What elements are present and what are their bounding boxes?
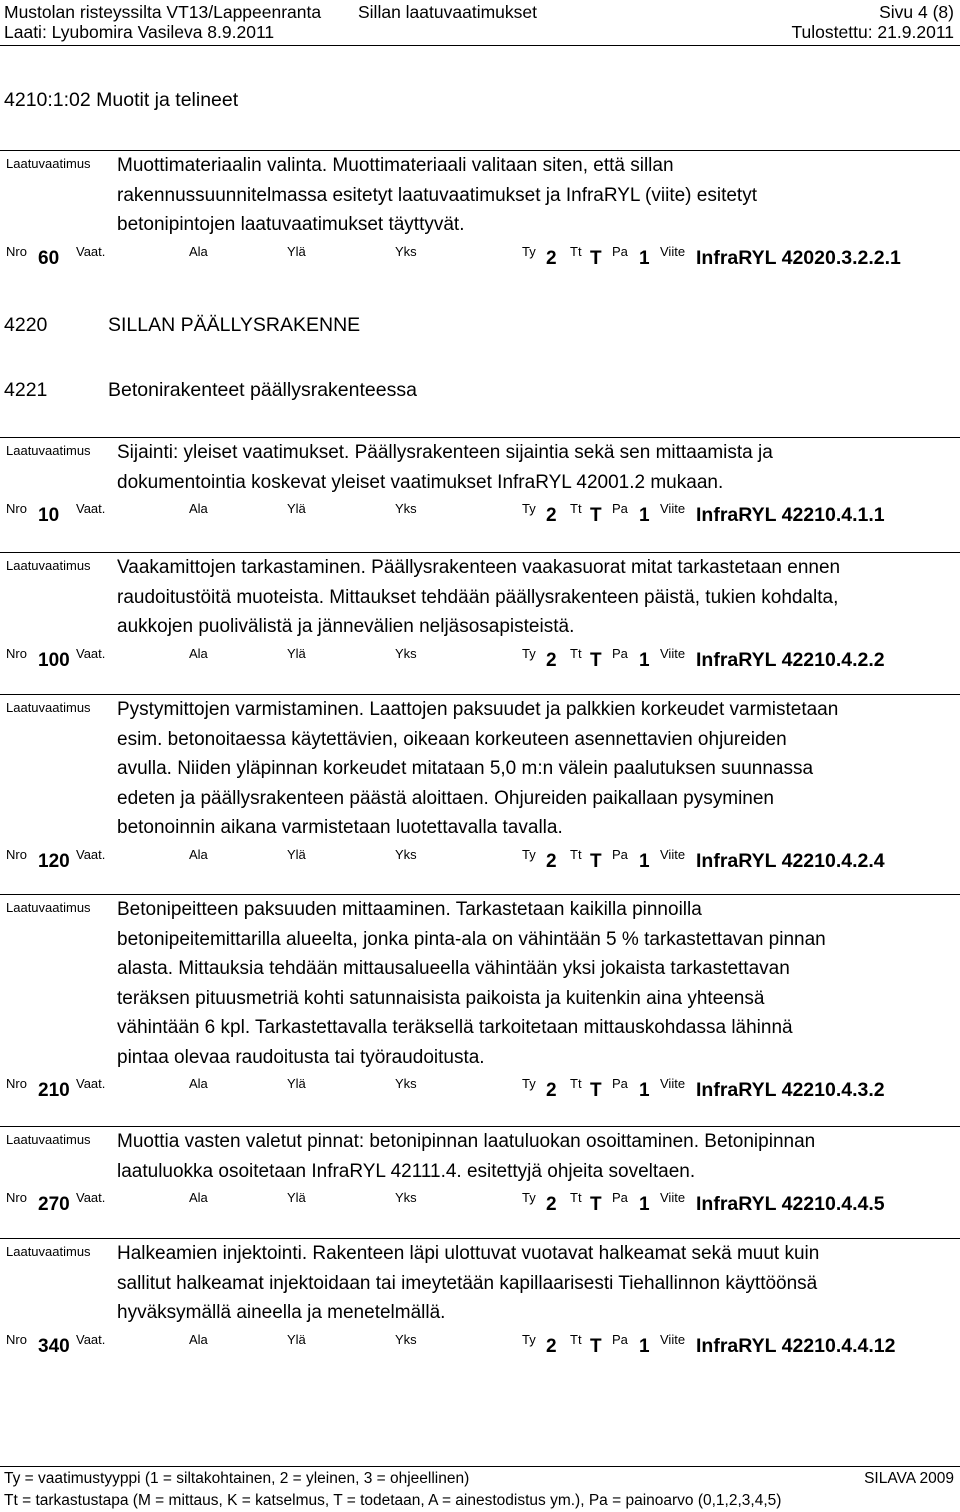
section-title: Betonirakenteet päällysrakenteessa: [108, 379, 417, 401]
viite-label: Viite: [660, 1331, 686, 1347]
yks-label: Yks: [395, 645, 417, 661]
ala-label: Ala: [189, 1076, 208, 1091]
requirement-block: [0, 1238, 960, 1357]
requirement-text: [117, 1127, 957, 1186]
viite-label: Viite: [660, 501, 686, 516]
requirement-text: [117, 438, 957, 497]
nro-label: Nro: [6, 501, 27, 516]
ala-label: Ala: [189, 1331, 208, 1347]
requirement-line: sallitut halkeamat injektoidaan tai imeytetään kapillaarisesti Tiehallinnon käyttöönsä: [117, 1272, 818, 1294]
pa-label: Pa: [612, 1331, 628, 1347]
viite-reference: InfraRYL 42020.3.2.2.1: [696, 246, 901, 269]
ty-value: 2: [546, 649, 557, 671]
viite-reference: InfraRYL 42210.4.1.1: [696, 504, 885, 526]
requirement-meta-row: [0, 646, 960, 676]
viite-label: Viite: [660, 1190, 686, 1205]
vaat-label: Vaat.: [76, 501, 106, 516]
nro-label: Nro: [6, 645, 27, 661]
viite-label: Viite: [660, 645, 686, 661]
header-document-title: Sillan laatuvaatimukset: [358, 2, 537, 22]
viite-reference: InfraRYL 42210.4.3.2: [696, 1079, 885, 1101]
viite-label: Viite: [660, 243, 686, 259]
yla-label: Ylä: [287, 645, 306, 661]
ty-label: Ty: [522, 846, 536, 862]
tt-label: Tt: [570, 501, 582, 516]
pa-label: Pa: [612, 1076, 628, 1091]
viite-label: Viite: [660, 846, 686, 862]
yla-label: Ylä: [287, 501, 306, 516]
requirement-meta-row: [0, 1190, 960, 1220]
tt-label: Tt: [570, 243, 582, 259]
vaat-label: Vaat.: [76, 243, 106, 259]
requirement-line: Pystymittojen varmistaminen. Laattojen paksuudet ja palkkien korkeudet varmistetaan: [117, 699, 839, 720]
requirement-line: vähintään 6 kpl. Tarkastettavalla teräksellä tarkoitetaan mittauskohdassa lähinnä: [117, 1017, 793, 1038]
pa-label: Pa: [612, 1190, 628, 1205]
requirement-line: dokumentointia koskevat yleiset vaatimukset InfraRYL 42001.2 mukaan.: [117, 471, 724, 493]
section-number: 4220: [4, 314, 48, 336]
viite-reference: InfraRYL 42210.4.2.4: [696, 849, 885, 872]
nro-label: Nro: [6, 1076, 27, 1091]
requirement-meta-row: [0, 501, 960, 531]
pa-value: 1: [639, 649, 650, 671]
pa-value: 1: [639, 1335, 650, 1357]
requirement-block: [0, 150, 960, 269]
requirement-line: laatuluokka osoitetaan InfraRYL 42111.4. esitettyjä ohjeita soveltaen.: [117, 1160, 696, 1182]
laatuvaatimus-label: Laatuvaatimus: [6, 900, 91, 915]
nro-label: Nro: [6, 846, 27, 862]
pa-value: 1: [639, 247, 650, 269]
pa-value: 1: [639, 1080, 650, 1101]
requirement-number: 340: [38, 1335, 70, 1357]
vaat-label: Vaat.: [76, 1076, 106, 1091]
ty-value: 2: [546, 1194, 557, 1215]
ala-label: Ala: [189, 645, 208, 661]
ty-value: 2: [546, 1335, 557, 1357]
requirement-line: edeten ja päällysrakenteen päästä aloittaen. Ohjureiden paikallaan pysyminen: [117, 787, 774, 809]
yks-label: Yks: [395, 501, 417, 516]
requirement-line: Vaakamittojen tarkastaminen. Päällysrakenteen vaakasuorat mitat tarkastetaan ennen: [117, 557, 841, 578]
ty-label: Ty: [522, 501, 536, 516]
viite-label: Viite: [660, 1076, 686, 1091]
ala-label: Ala: [189, 243, 208, 259]
header-author: Laati: Lyubomira Vasileva 8.9.2011: [4, 22, 275, 42]
laatuvaatimus-label: Laatuvaatimus: [6, 443, 91, 458]
ty-label: Ty: [522, 645, 536, 661]
laatuvaatimus-label: Laatuvaatimus: [6, 1132, 91, 1147]
requirement-line: raudoitustöitä muoteista. Mittaukset tehdään päällysrakenteen päistä, tukien kohdalta,: [117, 586, 839, 608]
laatuvaatimus-label: Laatuvaatimus: [6, 156, 91, 171]
page-footer: [0, 1466, 960, 1509]
pa-label: Pa: [612, 501, 628, 516]
requirement-line: Halkeamien injektointi. Rakenteen läpi ulottuvat vuotavat halkeamat sekä muut kuin: [117, 1243, 820, 1264]
yla-label: Ylä: [287, 1076, 306, 1091]
requirement-block: [0, 552, 960, 671]
page-header: [0, 0, 960, 46]
laatuvaatimus-label: Laatuvaatimus: [6, 558, 91, 573]
ty-value: 2: [546, 505, 557, 526]
tt-value: T: [590, 1080, 602, 1101]
ty-value: 2: [546, 850, 557, 872]
pa-value: 1: [639, 850, 650, 872]
vaat-label: Vaat.: [76, 1331, 106, 1347]
requirement-line: Muottia vasten valetut pinnat: betonipinnan laatuluokan osoittaminen. Betonipinnan: [117, 1131, 816, 1152]
nro-label: Nro: [6, 1331, 27, 1347]
requirement-number: 100: [38, 649, 70, 671]
footer-ty-legend: Ty = vaatimustyyppi (1 = siltakohtainen, 2 = yleinen, 3 = ohjeellinen): [4, 1470, 470, 1487]
tt-label: Tt: [570, 1190, 582, 1205]
requirement-block: [0, 437, 960, 526]
requirement-block: [0, 694, 960, 872]
tt-label: Tt: [570, 645, 582, 661]
header-page-number: Sivu 4 (8): [879, 2, 954, 22]
requirement-text: [117, 1239, 957, 1328]
ty-value: 2: [546, 247, 557, 269]
requirement-block: [0, 894, 960, 1101]
yla-label: Ylä: [287, 243, 306, 259]
nro-label: Nro: [6, 1190, 27, 1205]
requirement-text: [117, 695, 957, 843]
ty-label: Ty: [522, 1190, 536, 1205]
header-project: Mustolan risteyssilta VT13/Lappeenranta: [4, 2, 322, 22]
ty-label: Ty: [522, 243, 536, 259]
pa-value: 1: [639, 1194, 650, 1215]
yks-label: Yks: [395, 243, 417, 259]
requirement-line: Sijainti: yleiset vaatimukset. Päällysrakenteen sijaintia sekä sen mittaamista ja: [117, 442, 773, 463]
yks-label: Yks: [395, 1076, 417, 1091]
laatuvaatimus-label: Laatuvaatimus: [6, 700, 91, 715]
ala-label: Ala: [189, 846, 208, 862]
tt-value: T: [590, 1335, 602, 1357]
requirement-line: Betonipeitteen paksuuden mittaaminen. Tarkastetaan kaikilla pinnoilla: [117, 899, 702, 920]
requirement-line: hyväksymällä aineella ja menetelmällä.: [117, 1302, 446, 1323]
viite-reference: InfraRYL 42210.4.4.5: [696, 1193, 885, 1215]
pa-label: Pa: [612, 243, 628, 259]
requirement-meta-row: [0, 847, 960, 877]
requirement-text: [117, 553, 957, 642]
tt-value: T: [590, 1194, 602, 1215]
requirement-line: esim. betonoitaessa käytettävien, oikeaan korkeuteen asennettavien ohjureiden: [117, 728, 787, 750]
vaat-label: Vaat.: [76, 645, 106, 661]
requirement-block: [0, 1126, 960, 1215]
nro-label: Nro: [6, 243, 27, 259]
section-title: SILLAN PÄÄLLYSRAKENNE: [108, 314, 361, 336]
requirement-meta-row: [0, 1076, 960, 1106]
requirement-meta-row: [0, 244, 960, 274]
ala-label: Ala: [189, 501, 208, 516]
requirement-line: betonipeitemittarilla alueelta, jonka pinta-ala on vähintään 5 % tarkastettavan pinnan: [117, 928, 826, 950]
tt-label: Tt: [570, 846, 582, 862]
tt-value: T: [590, 649, 602, 671]
yks-label: Yks: [395, 846, 417, 862]
ty-value: 2: [546, 1080, 557, 1101]
tt-label: Tt: [570, 1331, 582, 1347]
yks-label: Yks: [395, 1190, 417, 1205]
pa-label: Pa: [612, 645, 628, 661]
ala-label: Ala: [189, 1190, 208, 1205]
footer-standard: SILAVA 2009: [864, 1470, 954, 1487]
section-number: 4221: [4, 379, 48, 401]
requirement-line: betonoinnin aikana varmistetaan luotettavalla tavalla.: [117, 817, 563, 838]
tt-label: Tt: [570, 1076, 582, 1091]
ty-label: Ty: [522, 1331, 536, 1347]
requirement-line: pintaa olevaa raudoitusta tai työraudoitusta.: [117, 1046, 485, 1068]
requirement-number: 210: [38, 1080, 70, 1101]
pa-label: Pa: [612, 846, 628, 862]
requirement-number: 270: [38, 1194, 70, 1215]
tt-value: T: [590, 247, 602, 269]
yks-label: Yks: [395, 1331, 417, 1347]
requirement-number: 60: [38, 247, 60, 269]
requirement-line: aukkojen puolivälistä ja jännevälien neljäsosapisteistä.: [117, 616, 575, 637]
vaat-label: Vaat.: [76, 846, 106, 862]
viite-reference: InfraRYL 42210.4.4.12: [696, 1334, 896, 1357]
yla-label: Ylä: [287, 846, 306, 862]
viite-reference: InfraRYL 42210.4.2.2: [696, 648, 885, 671]
requirement-meta-row: [0, 1332, 960, 1362]
requirement-text: [117, 151, 957, 240]
footer-tt-pa-legend: Tt = tarkastustapa (M = mittaus, K = katselmus, T = todetaan, A = ainestodistus ym.), Pa = painoarvo (0,1,2,3,4,5): [4, 1492, 782, 1509]
laatuvaatimus-label: Laatuvaatimus: [6, 1244, 91, 1259]
requirement-line: avulla. Niiden yläpinnan korkeudet mitataan 5,0 m:n välein paalutuksen suunnassa: [117, 758, 814, 779]
pa-value: 1: [639, 505, 650, 526]
requirement-line: betonipintojen laatuvaatimukset täyttyvät.: [117, 214, 465, 235]
tt-value: T: [590, 850, 602, 872]
section-heading-4220: [4, 313, 360, 337]
yla-label: Ylä: [287, 1190, 306, 1205]
vaat-label: Vaat.: [76, 1190, 106, 1205]
header-print-date: Tulostettu: 21.9.2011: [791, 22, 954, 42]
requirement-number: 10: [38, 505, 60, 526]
requirement-line: alasta. Mittauksia tehdään mittausalueella vähintään yksi jokaista tarkastettavan: [117, 958, 790, 979]
requirement-text: [117, 895, 957, 1072]
yla-label: Ylä: [287, 1331, 306, 1347]
section-heading-4221: [4, 378, 417, 402]
requirement-line: teräksen pituusmetriä kohti satunnaisista paikoista ja kuitenkin aina yhteensä: [117, 987, 765, 1009]
section-heading-4210: 4210:1:02 Muotit ja telineet: [4, 89, 239, 111]
requirement-line: rakennussuunnitelmassa esitetyt laatuvaatimukset ja InfraRYL (viite) esitetyt: [117, 184, 757, 206]
requirement-line: Muottimateriaalin valinta. Muottimateriaali valitaan siten, että sillan: [117, 155, 674, 176]
tt-value: T: [590, 505, 602, 526]
ty-label: Ty: [522, 1076, 536, 1091]
requirement-number: 120: [38, 850, 70, 872]
